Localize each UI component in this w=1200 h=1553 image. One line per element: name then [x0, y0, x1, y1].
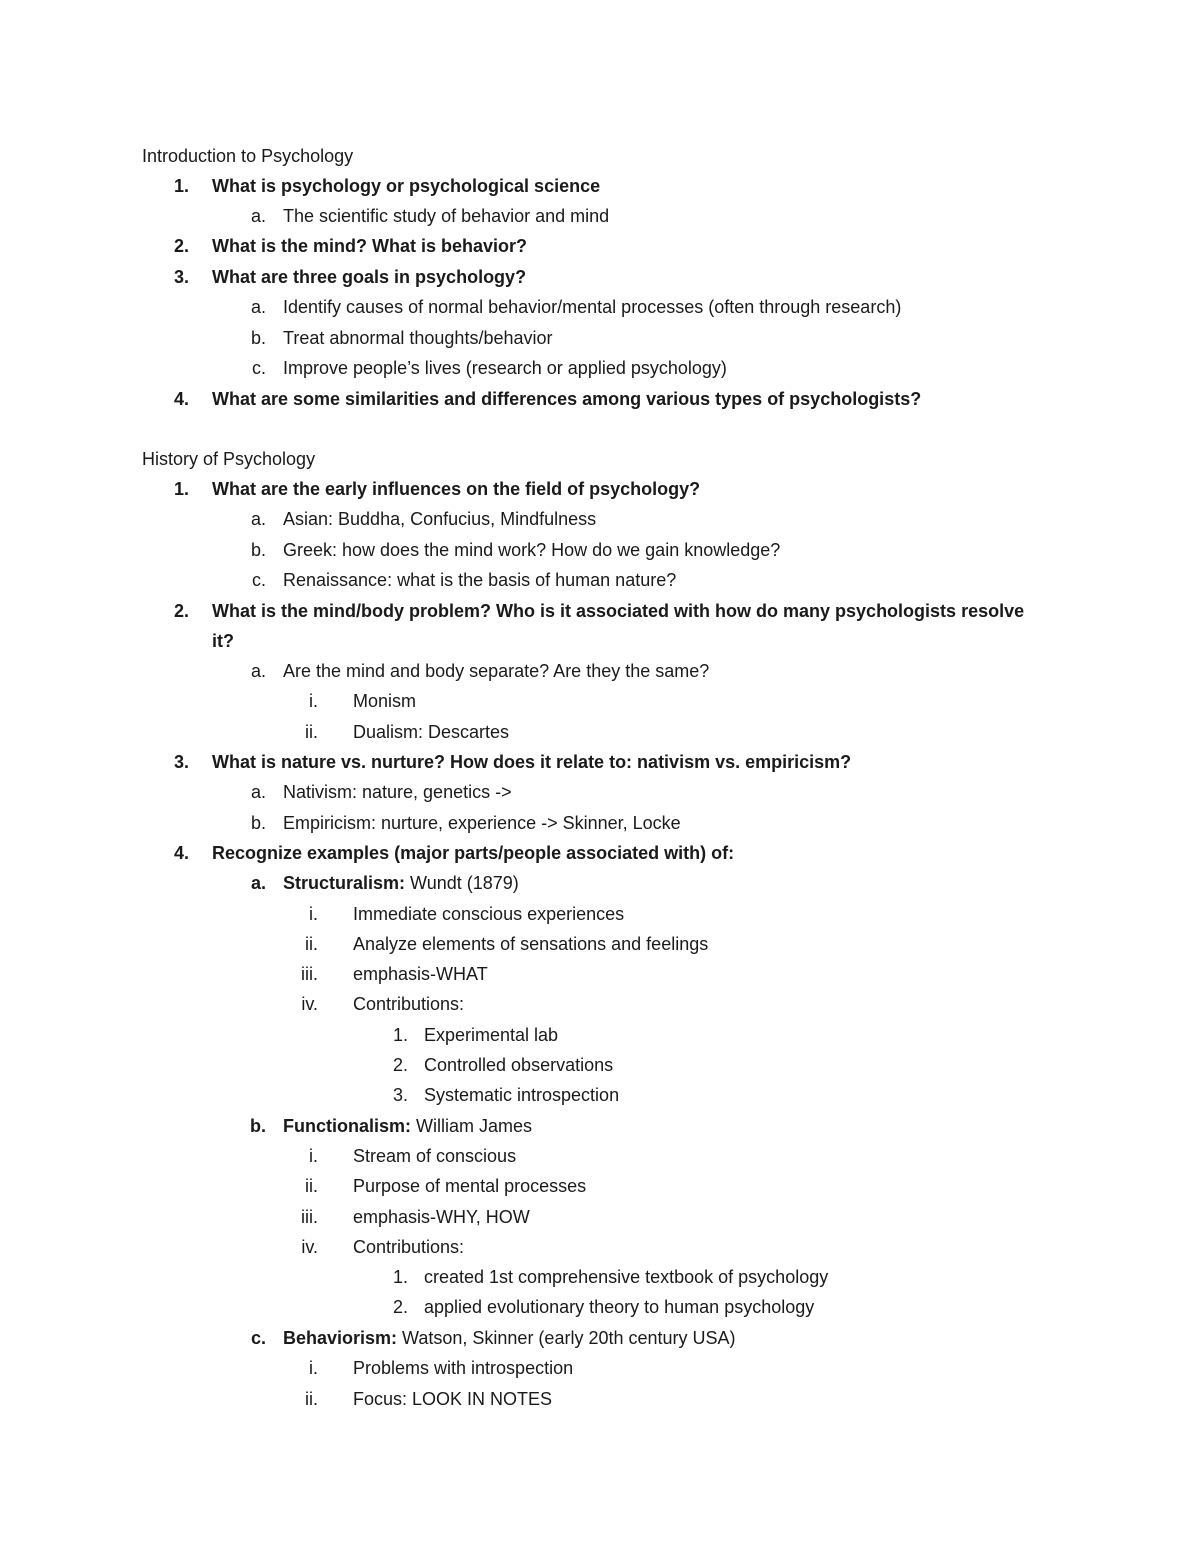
school-entry	[283, 871, 519, 895]
sub-item-letter: a.	[250, 873, 266, 893]
sub-sub-item-numeral: i.	[309, 904, 318, 924]
answer-text: Contributions:	[353, 994, 465, 1014]
fourth-level-number: 1.	[392, 1267, 408, 1287]
sub-item-letter: b.	[250, 1116, 266, 1136]
sub-sub-item-numeral: ii.	[305, 722, 318, 742]
question-text: What is psychology or psychological science	[212, 176, 601, 196]
answer-text: The scientific study of behavior and mind	[283, 206, 610, 226]
sub-sub-item-numeral: iv.	[301, 1237, 318, 1257]
sub-sub-item-numeral: ii.	[305, 934, 318, 954]
school-people: Wundt (1879)	[405, 873, 519, 893]
answer-text: Renaissance: what is the basis of human nature?	[283, 570, 677, 590]
sub-item-letter: c.	[251, 570, 266, 590]
sub-sub-item-numeral: iv.	[301, 994, 318, 1014]
sub-item-letter: b.	[250, 540, 266, 560]
sub-sub-item-numeral: i.	[309, 1358, 318, 1378]
sub-item-letter: c.	[251, 358, 266, 378]
question-text: What is the mind/body problem? Who is it associated with how do many psychologists resolve	[212, 601, 1025, 621]
sub-sub-item-numeral: ii.	[305, 1389, 318, 1409]
sub-sub-item-numeral: iii.	[301, 1207, 318, 1227]
question-text-continued: it?	[212, 631, 234, 651]
answer-text: emphasis-WHAT	[353, 964, 488, 984]
answer-text: Stream of conscious	[353, 1146, 517, 1166]
question-text: What are three goals in psychology?	[212, 267, 527, 287]
school-people: Watson, Skinner (early 20th century USA)	[397, 1328, 736, 1348]
sub-item-letter: b.	[250, 813, 266, 833]
answer-text: Monism	[353, 691, 417, 711]
sub-sub-item-numeral: ii.	[305, 1176, 318, 1196]
sub-item-letter: a.	[250, 782, 266, 802]
sub-item-letter: b.	[250, 328, 266, 348]
answer-text: Experimental lab	[424, 1025, 559, 1045]
school-entry	[283, 1326, 736, 1350]
answer-text: created 1st comprehensive textbook of psychology	[424, 1267, 829, 1287]
question-text: What are some similarities and differences among various types of psychologists?	[212, 389, 922, 409]
item-number: 2.	[174, 601, 190, 621]
answer-text: emphasis-WHY, HOW	[353, 1207, 530, 1227]
item-number: 4.	[174, 389, 190, 409]
sub-sub-item-numeral: i.	[309, 691, 318, 711]
answer-text: Empiricism: nurture, experience -> Skinner, Locke	[283, 813, 681, 833]
answer-text: Asian: Buddha, Confucius, Mindfulness	[283, 509, 597, 529]
answer-text: Treat abnormal thoughts/behavior	[283, 328, 553, 348]
answer-text: Improve people’s lives (research or applied psychology)	[283, 358, 727, 378]
answer-text: Dualism: Descartes	[353, 722, 510, 742]
fourth-level-number: 3.	[392, 1085, 408, 1105]
section-title: Introduction to Psychology	[142, 146, 354, 166]
item-number: 4.	[174, 843, 190, 863]
item-number: 1.	[174, 479, 190, 499]
sub-item-letter: a.	[250, 297, 266, 317]
answer-text: Immediate conscious experiences	[353, 904, 625, 924]
item-number: 2.	[174, 236, 190, 256]
item-number: 3.	[174, 752, 190, 772]
answer-text: applied evolutionary theory to human psychology	[424, 1297, 815, 1317]
school-term: Behaviorism:	[283, 1328, 398, 1348]
sub-item-letter: c.	[250, 1328, 266, 1348]
answer-text: Greek: how does the mind work? How do we gain knowledge?	[283, 540, 781, 560]
question-text: Recognize examples (major parts/people associated with) of:	[212, 843, 735, 863]
question-text: What is the mind? What is behavior?	[212, 236, 528, 256]
answer-text: Controlled observations	[424, 1055, 614, 1075]
sub-item-letter: a.	[250, 509, 266, 529]
school-term: Structuralism:	[283, 873, 406, 893]
answer-text: Analyze elements of sensations and feelings	[353, 934, 709, 954]
question-text: What are the early influences on the field of psychology?	[212, 479, 701, 499]
sub-sub-item-numeral: iii.	[301, 964, 318, 984]
sub-item-letter: a.	[250, 206, 266, 226]
answer-text: Contributions:	[353, 1237, 465, 1257]
answer-text: Are the mind and body separate? Are they the same?	[283, 661, 710, 681]
answer-text: Nativism: nature, genetics ->	[283, 782, 512, 802]
section-title: History of Psychology	[142, 449, 316, 469]
answer-text: Systematic introspection	[424, 1085, 620, 1105]
item-number: 3.	[174, 267, 190, 287]
school-people: William James	[411, 1116, 533, 1136]
sub-item-letter: a.	[250, 661, 266, 681]
answer-text: Problems with introspection	[353, 1358, 574, 1378]
question-text: What is nature vs. nurture? How does it relate to: nativism vs. empiricism?	[212, 752, 852, 772]
item-number: 1.	[174, 176, 190, 196]
school-entry	[283, 1114, 532, 1138]
school-term: Functionalism:	[283, 1116, 412, 1136]
sub-sub-item-numeral: i.	[309, 1146, 318, 1166]
answer-text: Focus: LOOK IN NOTES	[353, 1389, 553, 1409]
fourth-level-number: 2.	[392, 1297, 408, 1317]
answer-text: Purpose of mental processes	[353, 1176, 587, 1196]
fourth-level-number: 2.	[392, 1055, 408, 1075]
fourth-level-number: 1.	[392, 1025, 408, 1045]
answer-text: Identify causes of normal behavior/mental processes (often through research)	[283, 297, 902, 317]
